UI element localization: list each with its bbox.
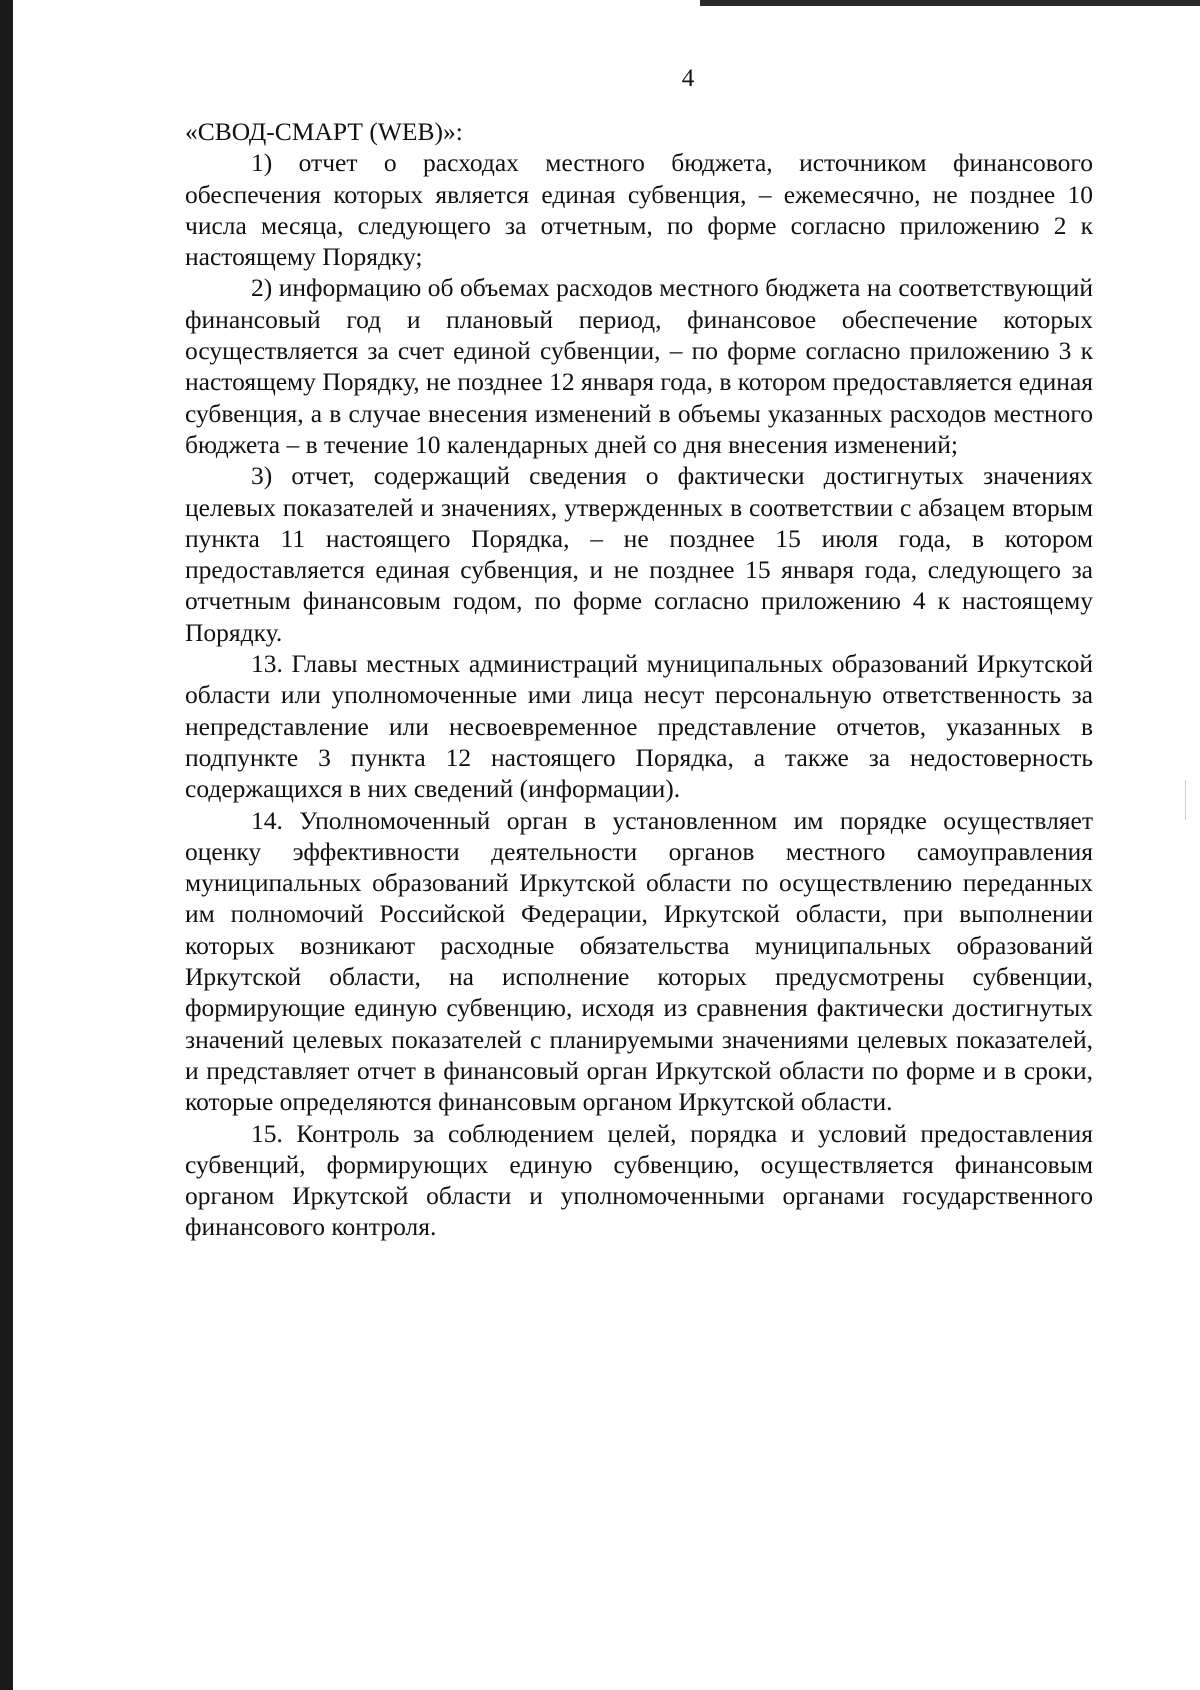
paragraph-clause-15: 15. Контроль за соблюдением целей, порядка и условий предоставления субвенций, формирующих единую субвенцию, осуществляется финансовым органом Иркутской области и уполномоченными органами государственного финансового контроля.	[185, 1118, 1093, 1242]
paragraph-header: «СВОД-СМАРТ (WEB)»:	[185, 117, 463, 146]
scan-artifact	[1185, 780, 1186, 820]
page-number: 4	[681, 65, 695, 92]
document-page	[185, 64, 1093, 1243]
paragraph-clause-14: 14. Уполномоченный орган в установленном им порядке осуществляет оценку эффективности деятельности органов местного самоуправления муниципальных образований Иркутской области по осуществлению переданных им полномочий Российской Федерации, Иркутской области, при выполнении которых возникают расходные обязательства муниципальных образований Иркутской области, на исполнение которых предусмотрены субвенции, формирующие единую субвенцию, исходя из сравнения фактически достигнутых значений целевых показателей с планируемыми значениями целевых показателей, и представляет отчет в финансовый орган Иркутской области по форме и в сроки, которые определяются финансовым органом Иркутской области.	[185, 805, 1093, 1117]
scan-border-top	[700, 0, 1200, 6]
paragraph-item-2: 2) информацию об объемах расходов местного бюджета на соответствующий финансовый год и плановый период, финансовое обеспечение которых осуществляется за счет единой субвенции, – по форме согласно приложению 3 к настоящему Порядку, не позднее 12 января года, в котором предоставляется единая субвенция, а в случае внесения изменений в объемы указанных расходов местного бюджета – в течение 10 календарных дней со дня внесения изменений;	[185, 273, 1093, 459]
paragraph-item-1: 1) отчет о расходах местного бюджета, источником финансового обеспечения которых является единая субвенция, – ежемесячно, не позднее 10 числа месяца, следующего за отчетным, по форме согласно приложению 2 к настоящему Порядку;	[185, 148, 1093, 272]
scan-border-left	[0, 0, 13, 1690]
paragraph-item-3: 3) отчет, содержащий сведения о фактически достигнутых значениях целевых показателей и значениях, утвержденных в соответствии с абзацем вторым пункта 11 настоящего Порядка, – не позднее 15 июля года, в котором предоставляется единая субвенция, и не позднее 15 января года, следующего за отчетным финансовым годом, по форме согласно приложению 4 к настоящему Порядку.	[185, 461, 1093, 647]
paragraph-clause-13: 13. Главы местных администраций муниципальных образований Иркутской области или уполномоченные ими лица несут персональную ответственность за непредставление или несвоевременное представление отчетов, указанных в подпункте 3 пункта 12 настоящего Порядка, а также за недостоверность содержащихся в них сведений (информации).	[185, 649, 1093, 804]
